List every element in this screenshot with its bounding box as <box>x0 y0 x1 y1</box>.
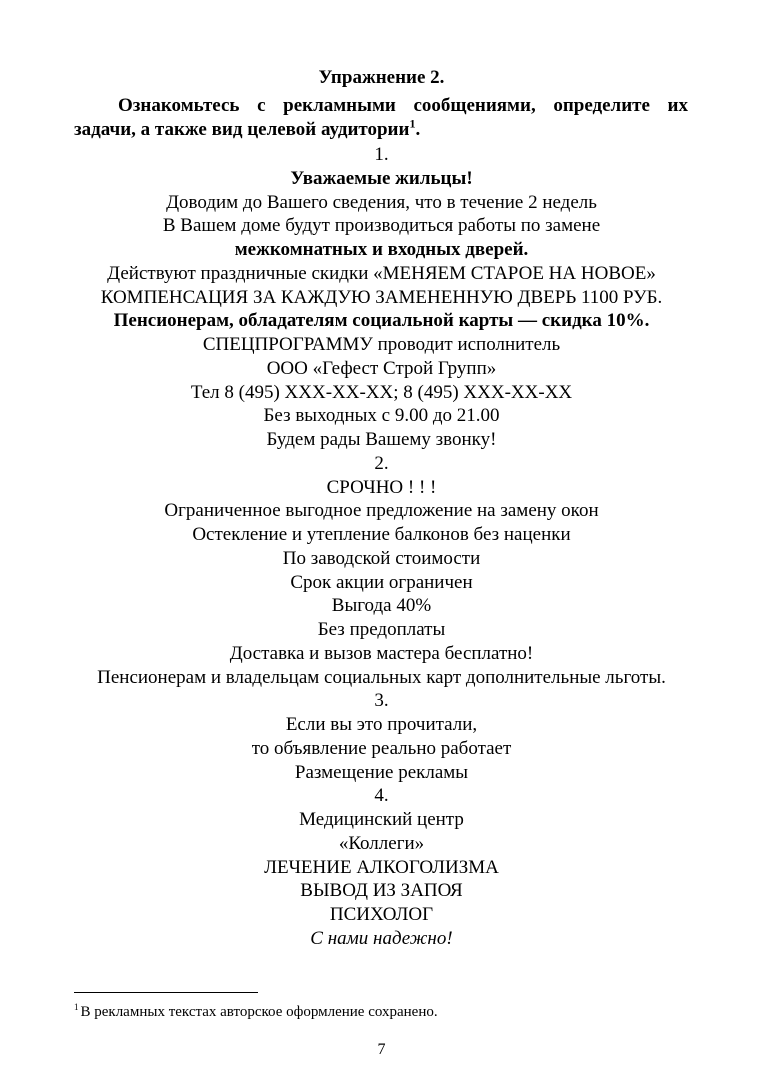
footnote-mark: 1 <box>74 1002 79 1012</box>
ad-line: КОМПЕНСАЦИЯ ЗА КАЖДУЮ ЗАМЕНЕННУЮ ДВЕРЬ 1100 РУБ. <box>100 286 663 308</box>
ad-line: «Коллеги» <box>338 832 425 854</box>
ad-line: ЛЕЧЕНИЕ АЛКОГОЛИЗМА <box>264 856 499 878</box>
instruction-period: . <box>415 119 421 140</box>
ad-line: Тел 8 (495) XXX-XX-XX; 8 (495) XXX-XX-XX <box>190 381 573 403</box>
ad-line: В Вашем доме будут производиться работы по замене <box>162 215 601 237</box>
footnote <box>74 1002 694 1022</box>
ad-line: Без выходных с 9.00 до 21.00 <box>263 405 500 427</box>
exercise-instruction <box>74 94 688 142</box>
ad-line: СРОЧНО ! ! ! <box>326 476 437 498</box>
footnote-text: В рекламных текстах авторское оформление сохранено. <box>80 1004 438 1020</box>
ad-line: По заводской стоимости <box>282 547 481 569</box>
ad-line: то объявление реально работает <box>251 737 512 759</box>
footnote-divider <box>74 992 258 993</box>
ad-line: СПЕЦПРОГРАММУ проводит исполнитель <box>202 334 561 355</box>
ad-line: Остекление и утепление балконов без наценки <box>192 524 571 545</box>
page-number: 7 <box>377 1041 386 1058</box>
ad-line: Доводим до Вашего сведения, что в течение 2 недель <box>166 191 597 213</box>
instruction-line-1: Ознакомьтесь с рекламными сообщениями, определите их <box>118 95 688 116</box>
footnote-reference[interactable]: 1 <box>409 116 416 131</box>
ad-line: ООО «Гефест Строй Групп» <box>266 357 497 379</box>
ad-number: 2. <box>374 452 389 474</box>
instruction-line-2: задачи, а также вид целевой аудитории <box>74 119 410 140</box>
ad-heading: Уважаемые жильцы! <box>290 167 473 189</box>
ad-line: Если вы это прочитали, <box>285 714 478 735</box>
ad-number: 4. <box>374 785 389 807</box>
ad-line-bold: Пенсионерам, обладателям социальной карты — скидка 10%. <box>113 310 650 332</box>
ad-line: Ограниченное выгодное предложение на замену окон <box>164 500 599 522</box>
ad-number: 1. <box>374 144 389 165</box>
ad-line: Пенсионерам и владельцам социальных карт дополнительные льготы. <box>97 666 666 688</box>
ad-line: Выгода 40% <box>331 595 432 617</box>
ad-line: Размещение рекламы <box>294 761 469 783</box>
ad-line: Доставка и вызов мастера бесплатно! <box>229 642 534 664</box>
ad-line: ПСИХОЛОГ <box>329 904 434 925</box>
exercise-title: Упражнение 2. <box>318 67 445 88</box>
ad-line: Действуют праздничные скидки «МЕНЯЕМ СТАРОЕ НА НОВОЕ» <box>107 262 656 284</box>
ad-line: Медицинский центр <box>299 809 464 830</box>
ad-line: Срок акции ограничен <box>290 571 473 593</box>
ad-line: ВЫВОД ИЗ ЗАПОЯ <box>300 880 463 902</box>
ad-line: Будем рады Вашему звонку! <box>266 429 497 450</box>
ad-number: 3. <box>374 690 389 712</box>
ad-slogan: С нами надежно! <box>310 927 453 949</box>
ad-line: Без предоплаты <box>317 619 446 640</box>
ads-list <box>0 143 763 951</box>
ad-line-bold: межкомнатных и входных дверей. <box>234 239 529 260</box>
